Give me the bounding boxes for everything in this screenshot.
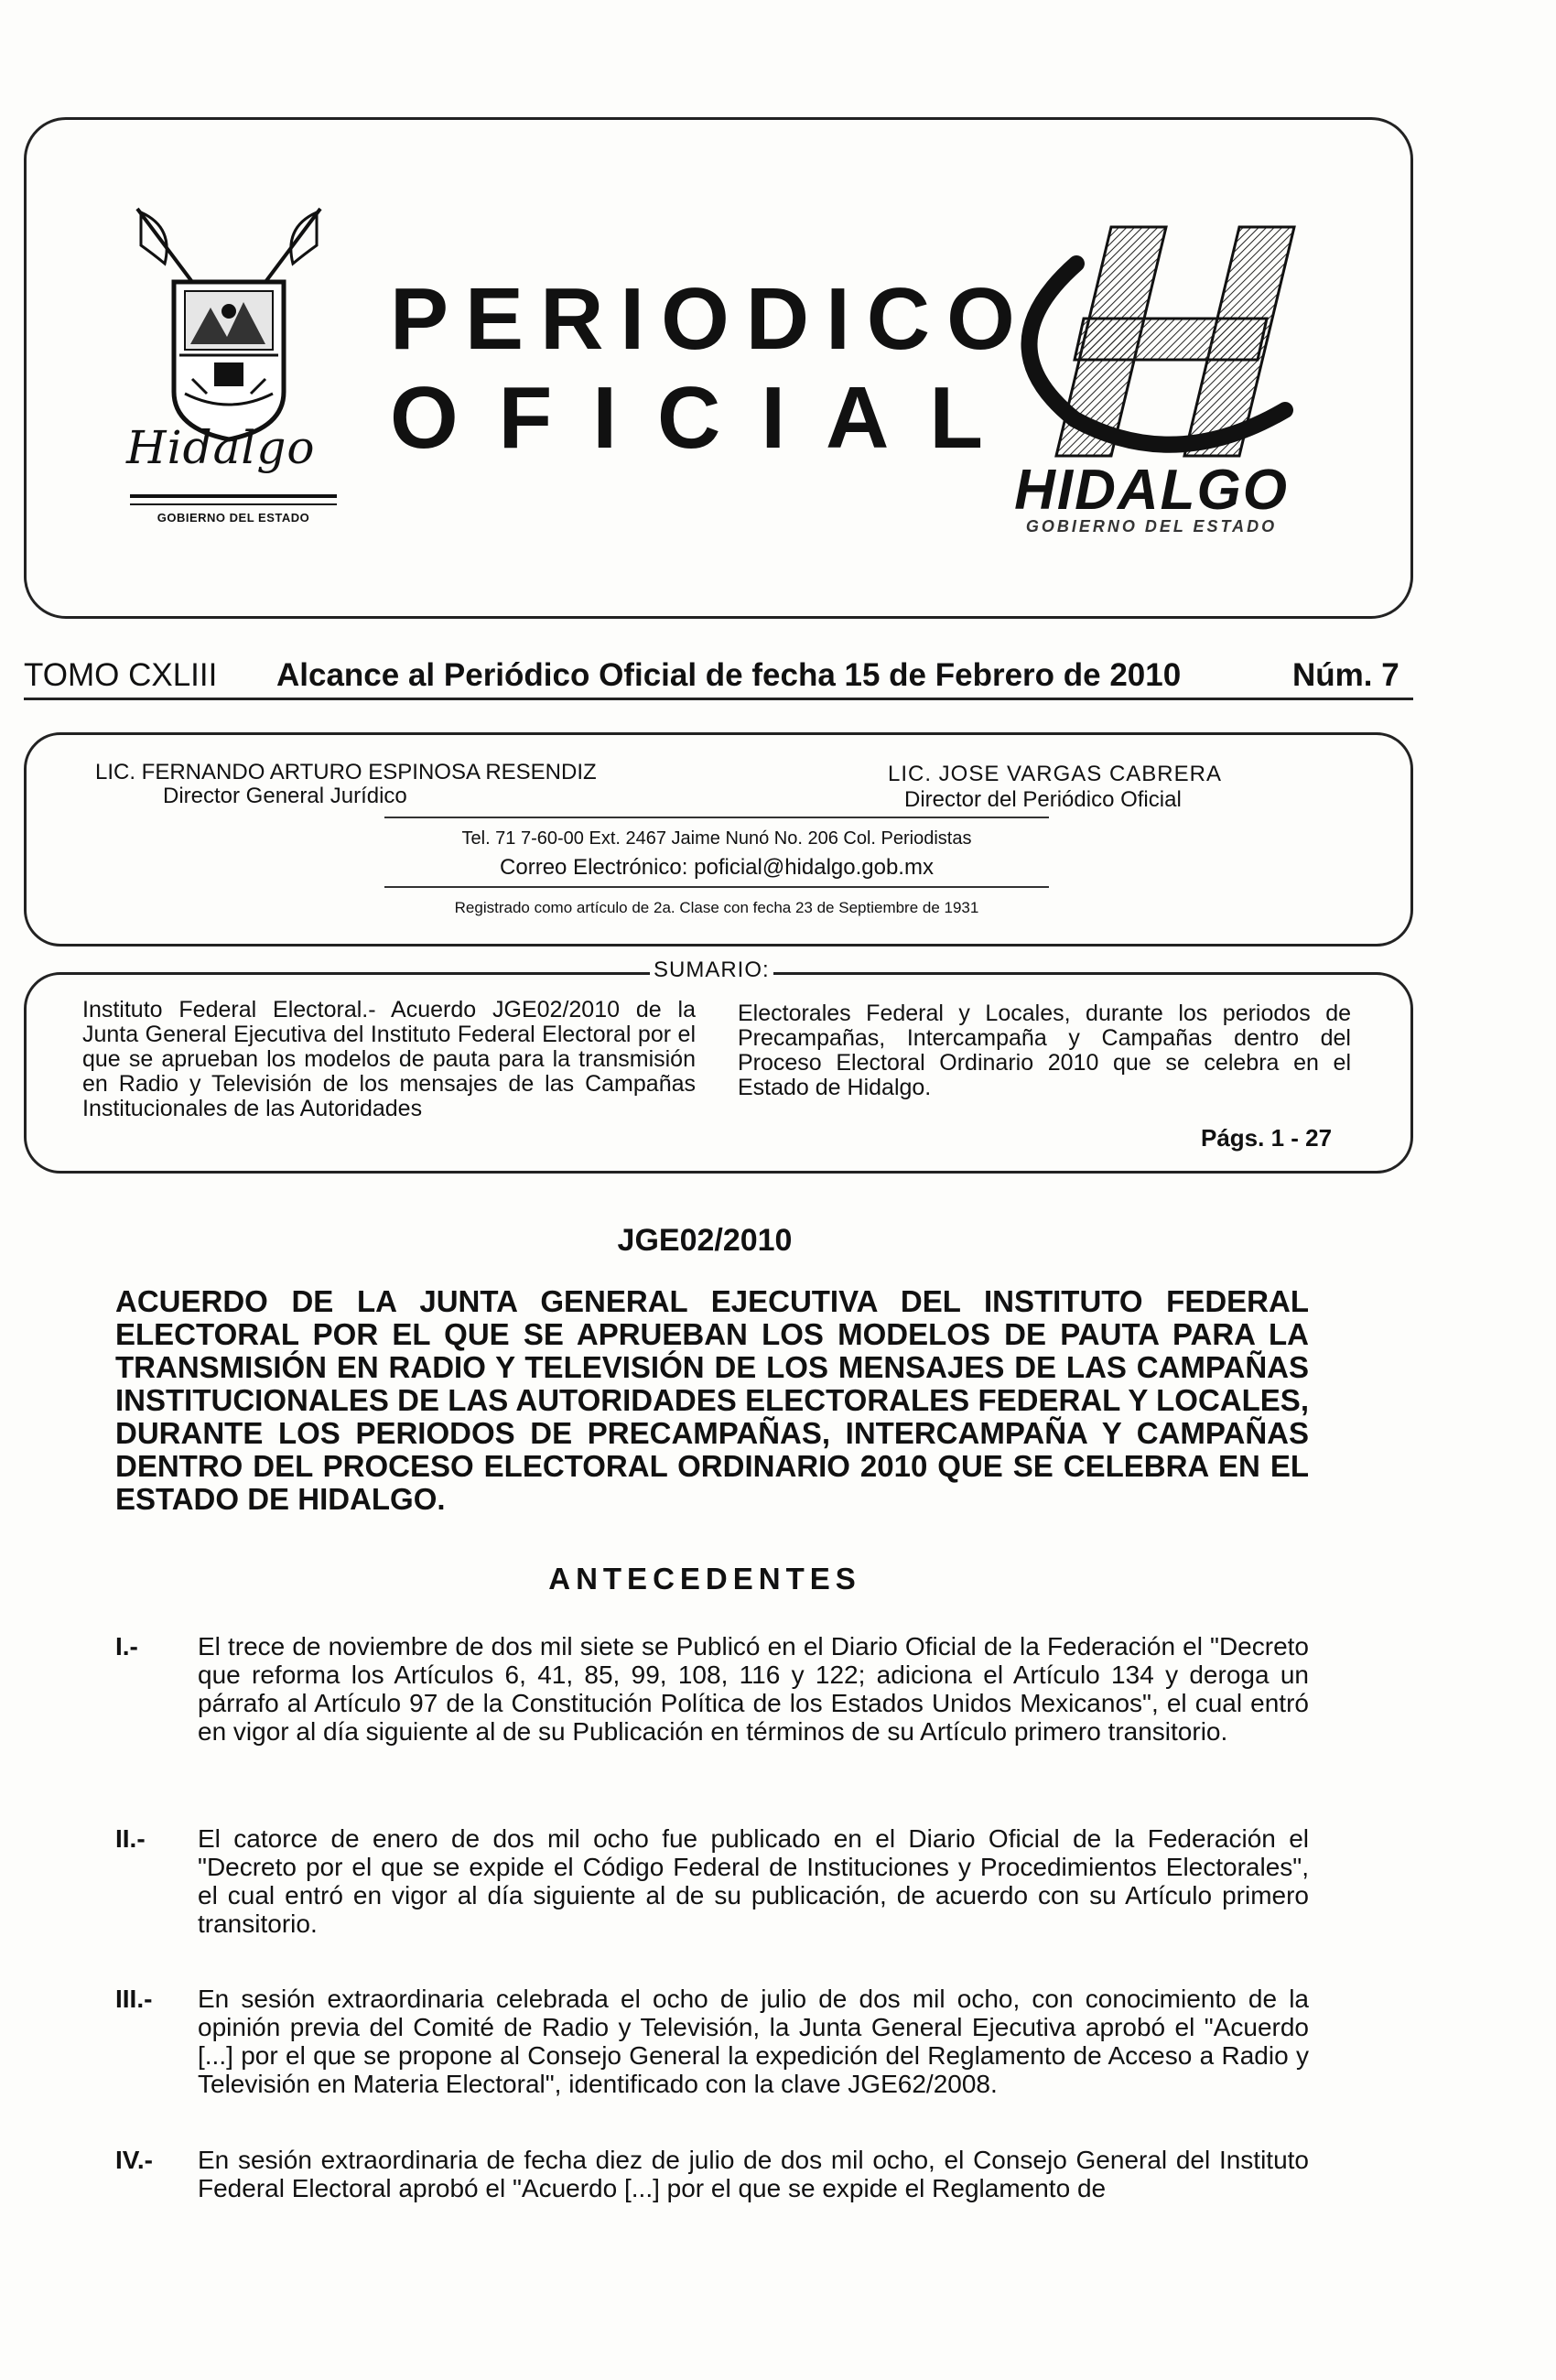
sumario-left-text: Instituto Federal Electoral.- Acuerdo JGE02/2010 de la Junta General Ejecutiva del Instituto Federal Electoral por el que se aprueban los modelos de pauta para la transmisión en Radio y Televisión de los mensajes de las Campañas Institucionales de las Autoridades bbox=[82, 997, 696, 1121]
right-logo-caption: GOBIERNO DEL ESTADO bbox=[1025, 517, 1278, 536]
coat-script-text: Hidalgo bbox=[126, 421, 316, 474]
right-logo-word: HIDALGO bbox=[1014, 459, 1289, 522]
masthead-title-line1: PERIODICO bbox=[390, 270, 1032, 368]
sumario-right-text: Electorales Federal y Locales, durante los periodos de Precampañas, Intercampaña y Campañas dentro del Proceso Electoral Ordinario 2010 que se celebra en el Estado de Hidalgo. bbox=[738, 1001, 1351, 1100]
document-title: ACUERDO DE LA JUNTA GENERAL EJECUTIVA DEL INSTITUTO FEDERAL ELECTORAL POR EL QUE SE APRUEBAN LOS MODELOS DE PAUTA PARA LA TRANSMISIÓN EN RADIO Y TELEVISIÓN DE LOS MENSAJES DE LAS CAMPAÑAS INSTITUCIONALES DE LAS AUTORIDADES ELECTORALES FEDERAL Y LOCALES, DURANTE LOS PERIODOS DE PRECAMPAÑAS, INTERCAMPAÑA Y CAMPAÑAS DENTRO DEL PROCESO ELECTORAL ORDINARIO 2010 QUE SE CELEBRA EN EL ESTADO DE HIDALGO. bbox=[115, 1284, 1309, 1516]
right-director-role: Director del Periódico Oficial bbox=[904, 787, 1182, 812]
divider bbox=[384, 817, 1049, 818]
item-number: IV.- bbox=[115, 2146, 153, 2174]
document-id: JGE02/2010 bbox=[617, 1223, 793, 1258]
item-text: El catorce de enero de dos mil ocho fue publicado en el Diario Oficial de la Federación el "Decreto por el que se expide el Código Federal de Instituciones y Procedimientos Electorales", el cual entró en vigor al día siguiente al de su publicación, de acuerdo con su Artículo primero transitorio. bbox=[198, 1824, 1309, 1938]
divider bbox=[130, 503, 337, 505]
left-logo-caption: GOBIERNO DEL ESTADO bbox=[157, 511, 310, 525]
item-number: I.- bbox=[115, 1632, 138, 1661]
issue-alcance: Alcance al Periódico Oficial de fecha 15 de Febrero de 2010 bbox=[276, 657, 1182, 693]
item-number: II.- bbox=[115, 1824, 146, 1853]
right-director-name: LIC. JOSE VARGAS CABRERA bbox=[888, 762, 1222, 786]
item-text: El trece de noviembre de dos mil siete se Publicó en el Diario Oficial de la Federación el "Decreto que reforma los Artículos 6, 41, 85, 99, 108, 116 y 122; adiciona el Artículo 134 y deroga un párrafo al Artículo 97 de la Constitución Política de los Estados Unidos Mexicanos", el cual entró en vigor al día siguiente al de su Publicación en términos de su Artículo primero transitorio. bbox=[198, 1632, 1309, 1746]
section-heading: ANTECEDENTES bbox=[548, 1562, 861, 1596]
divider bbox=[130, 494, 337, 498]
item-text: En sesión extraordinaria de fecha diez de julio de dos mil ocho, el Consejo General del Instituto Federal Electoral aprobó el "Acuerdo [...] por el que se expide el Reglamento de bbox=[198, 2146, 1309, 2202]
contact-line: Tel. 71 7-60-00 Ext. 2467 Jaime Nunó No. 206 Col. Periodistas bbox=[461, 828, 972, 849]
left-director-name: LIC. FERNANDO ARTURO ESPINOSA RESENDIZ bbox=[95, 760, 597, 784]
sumario-label: SUMARIO: bbox=[650, 957, 773, 983]
divider bbox=[384, 886, 1049, 888]
item-number: III.- bbox=[115, 1985, 153, 2013]
sumario-pages: Págs. 1 - 27 bbox=[1201, 1124, 1333, 1152]
divider bbox=[24, 698, 1413, 700]
left-director-role: Director General Jurídico bbox=[163, 784, 407, 808]
registration-line: Registrado como artículo de 2a. Clase con fecha 23 de Septiembre de 1931 bbox=[454, 899, 979, 916]
item-text: En sesión extraordinaria celebrada el ocho de julio de dos mil ocho, con conocimiento de la opinión previa del Comité de Radio y Televisión, la Junta General Ejecutiva aprobó el "Acuerdo [...] por el que se propone al Consejo General la expedición del Reglamento de Acceso a Radio y Televisión en Materia Electoral", identificado con la clave JGE62/2008. bbox=[198, 1985, 1309, 2098]
hidalgo-h-logo-icon bbox=[974, 209, 1322, 474]
email-line: Correo Electrónico: poficial@hidalgo.gob.mx bbox=[500, 855, 934, 880]
issue-number: Núm. 7 bbox=[1292, 657, 1399, 693]
hidalgo-coat-of-arms-icon bbox=[119, 200, 339, 456]
issue-tomo: TOMO CXLIII bbox=[24, 657, 218, 693]
masthead-title-line2: OFICIAL bbox=[390, 369, 1023, 467]
